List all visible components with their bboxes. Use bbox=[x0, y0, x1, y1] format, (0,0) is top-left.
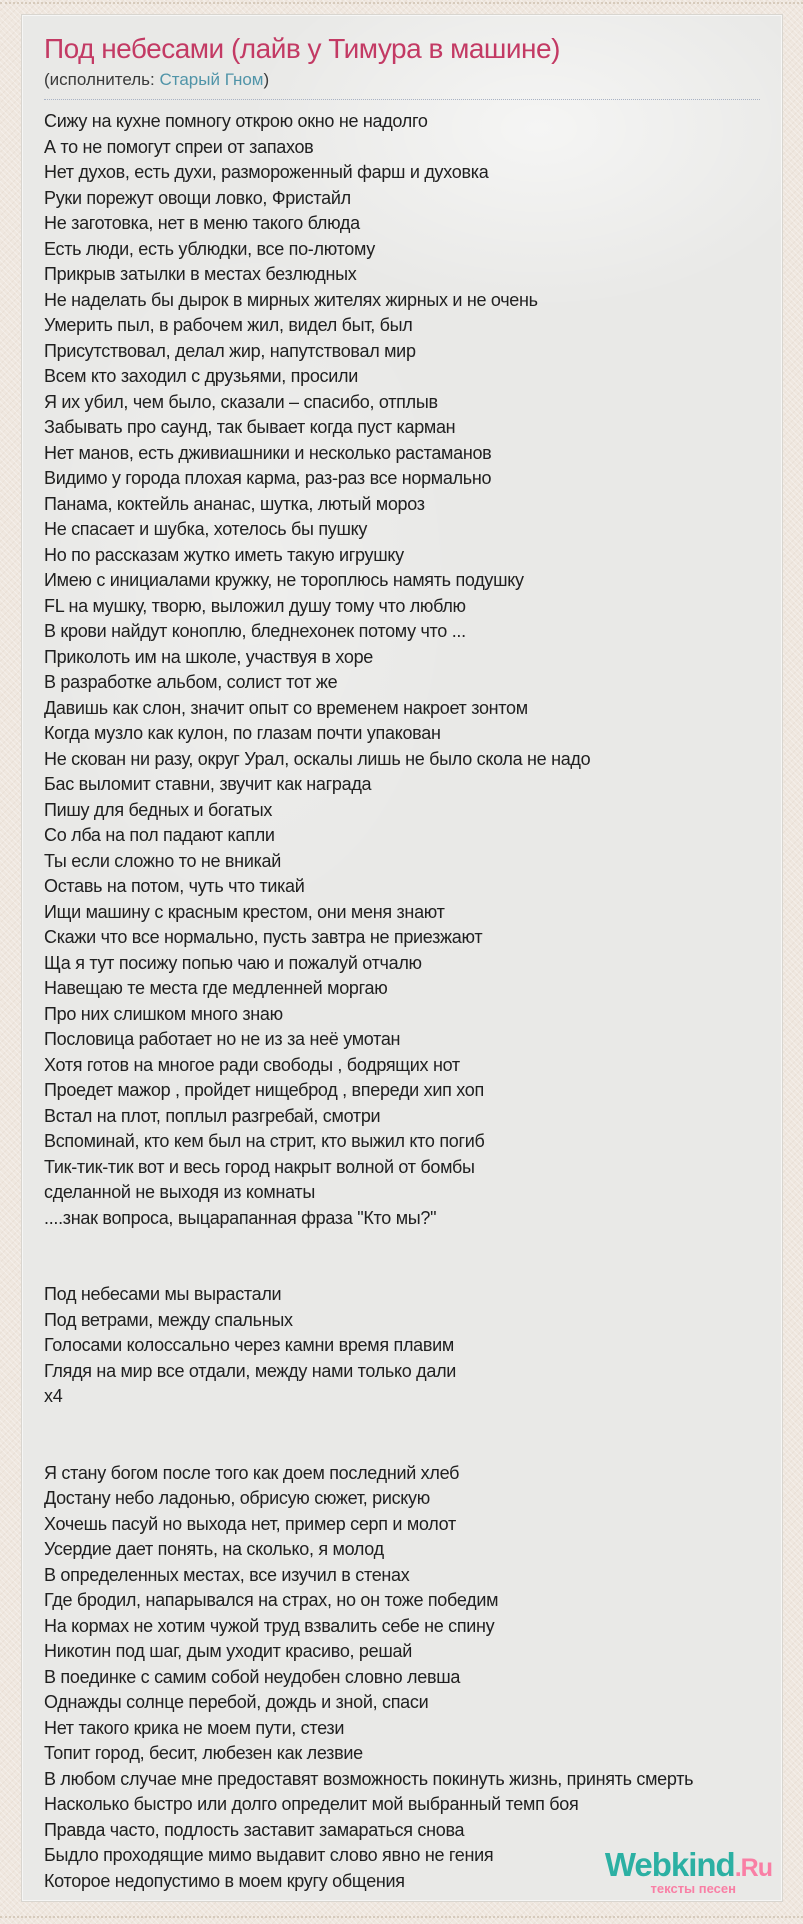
lyric-line: Тик-тик-тик вот и весь город накрыт волной от бомбы bbox=[44, 1156, 475, 1177]
lyric-line: FL на мушку, творю, выложил душу тому что люблю bbox=[44, 595, 466, 616]
lyric-line: Нет такого крика не моем пути, стези bbox=[44, 1717, 345, 1738]
song-title: Под небесами (лайв у Тимура в машине) bbox=[44, 33, 560, 64]
lyric-line: Прикрыв затылки в местах безлюдных bbox=[44, 264, 357, 284]
logo-tagline: тексты песен bbox=[650, 1881, 736, 1896]
lyric-line: Никотин под шаг, дым уходит красиво, решай bbox=[44, 1641, 412, 1661]
lyric-line: Не наделать бы дырок в мирных жителях жирных и не очень bbox=[44, 289, 538, 310]
lyric-line: Проедет мажор , пройдет нищеброд , впереди хип хоп bbox=[44, 1080, 484, 1100]
lyrics-text bbox=[44, 100, 760, 1894]
webkind-logo-link[interactable] bbox=[605, 1848, 772, 1895]
lyric-line: В разработке альбом, солист тот же bbox=[44, 672, 338, 692]
artist-line-suffix: ) bbox=[263, 70, 270, 89]
lyric-line: Умерить пыл, в рабочем жил, видел быт, был bbox=[44, 315, 413, 335]
lyric-line: Навещаю те места где медленней моргаю bbox=[44, 978, 388, 998]
lyric-line: В поединке с самим собой неудобен словно левша bbox=[44, 1666, 461, 1687]
blank-line bbox=[44, 1435, 760, 1461]
lyric-line: Глядя на мир все отдали, между нами только дали bbox=[44, 1360, 457, 1381]
lyric-line: Приколоть им на школе, участвуя в хоре bbox=[44, 646, 374, 667]
lyric-line: Давишь как слон, значит опыт со временем накроет зонтом bbox=[44, 697, 528, 718]
lyric-line: Оставь на потом, чуть что тикай bbox=[44, 876, 305, 896]
lyric-line: Под ветрами, между спальных bbox=[44, 1309, 293, 1330]
logo-webkind-text: Webkind bbox=[604, 1846, 735, 1883]
lyric-line: сделанной не выходя из комнаты bbox=[44, 1182, 316, 1202]
lyric-line: Не заготовка, нет в меню такого блюда bbox=[44, 213, 360, 233]
lyric-line: Однажды солнце перебой, дождь и зной, спаси bbox=[44, 1692, 429, 1712]
lyric-line: Правда часто, подлость заставит замараться снова bbox=[44, 1819, 465, 1840]
lyric-line: ....знак вопроса, выцарапанная фраза "Кто мы?" bbox=[44, 1207, 437, 1228]
lyric-line: Ищи машину с красным крестом, они меня знают bbox=[44, 901, 445, 922]
lyric-line: Голосами колоссально через камни время плавим bbox=[44, 1335, 454, 1355]
blank-line bbox=[44, 1410, 760, 1436]
lyric-line: В любом случае мне предоставят возможность покинуть жизнь, принять смерть bbox=[44, 1768, 694, 1789]
lyric-line: Нет манов, есть дживиашники и несколько растаманов bbox=[44, 442, 492, 463]
lyric-line: Ты если сложно то не вникай bbox=[44, 850, 282, 871]
lyric-line: Скажи что все нормально, пусть завтра не приезжают bbox=[44, 927, 483, 947]
lyric-line: Но по рассказам жутко иметь такую игрушку bbox=[44, 544, 404, 565]
lyric-line: Про них слишком много знаю bbox=[44, 1003, 283, 1024]
lyric-line: Пословица работает но не из за неё умотан bbox=[44, 1029, 401, 1049]
lyric-line: На кормах не хотим чужой труд взвалить себе не спину bbox=[44, 1615, 495, 1636]
lyric-line: Встал на плот, поплыл разгребай, смотри bbox=[44, 1105, 381, 1126]
artist-link[interactable]: Старый Гном bbox=[159, 70, 264, 89]
lyric-line: Имею с инициалами кружку, не тороплюсь намять подушку bbox=[44, 570, 524, 590]
artist-label: (исполнитель: bbox=[44, 70, 160, 89]
lyric-line: Всем кто заходил с друзьями, просили bbox=[44, 366, 358, 386]
lyric-line: Не скован ни разу, округ Урал, оскалы лишь не было скола не надо bbox=[44, 748, 591, 769]
blank-line bbox=[44, 1231, 760, 1257]
card-content bbox=[22, 15, 782, 1894]
lyric-line: Где бродил, напарывался на страх, но он тоже победим bbox=[44, 1590, 499, 1610]
lyric-line: Которое недопустимо в моем кругу общения bbox=[44, 1870, 405, 1891]
blank-line bbox=[44, 1257, 760, 1283]
lyric-line: Топит город, бесит, любезен как лезвие bbox=[44, 1743, 363, 1763]
lyric-line: х4 bbox=[44, 1386, 63, 1406]
lyric-line: Не спасает и шубка, хотелось бы пушку bbox=[44, 519, 368, 539]
lyric-line: Со лба на пол падают капли bbox=[44, 825, 275, 845]
bottom-dotted-divider bbox=[0, 1916, 803, 1918]
lyric-line: Быдло проходящие мимо выдавит слово явно не гения bbox=[44, 1845, 494, 1865]
lyric-line: Хотя готов на многое ради свободы , бодрящих нот bbox=[44, 1054, 460, 1075]
lyric-line: Усердие дает понять, на сколько, я молод bbox=[44, 1539, 384, 1559]
lyric-line: Есть люди, есть ублюдки, все по-лютому bbox=[44, 238, 375, 259]
lyric-line: Под небесами мы вырастали bbox=[44, 1284, 282, 1304]
lyric-line: Сижу на кухне помногу открою окно не надолго bbox=[44, 111, 428, 131]
lyric-line: Я стану богом после того как доем последний хлеб bbox=[44, 1462, 460, 1483]
lyric-line: Когда музло как кулон, по глазам почти упакован bbox=[44, 723, 441, 743]
lyric-line: Нет духов, есть духи, размороженный фарш и духовка bbox=[44, 162, 489, 182]
lyric-line: Вспоминай, кто кем был на стрит, кто выжил кто погиб bbox=[44, 1131, 485, 1151]
lyric-line: Достану небо ладонью, обрисую сюжет, рискую bbox=[44, 1488, 430, 1508]
lyric-line: Панама, коктейль ананас, шутка, лютый мороз bbox=[44, 493, 425, 514]
lyric-line: Бас выломит ставни, звучит как награда bbox=[44, 774, 372, 794]
logo-ru-text: .Ru bbox=[734, 1854, 772, 1882]
lyrics-card bbox=[21, 14, 783, 1902]
lyric-line: Забывать про саунд, так бывает когда пуст карман bbox=[44, 417, 456, 437]
lyric-line: Присутствовал, делал жир, напутствовал мир bbox=[44, 340, 416, 361]
top-dotted-divider bbox=[0, 2, 803, 4]
lyric-line: Насколько быстро или долго определит мой выбранный темп боя bbox=[44, 1794, 579, 1814]
lyric-line: Пишу для бедных и богатых bbox=[44, 799, 273, 820]
webkind-logo bbox=[605, 1848, 772, 1881]
lyric-line: А то не помогут спреи от запахов bbox=[44, 136, 314, 157]
lyric-line: Хочешь пасуй но выхода нет, пример серп и молот bbox=[44, 1513, 456, 1534]
lyric-line: Видимо у города плохая карма, раз-раз все нормально bbox=[44, 468, 492, 488]
lyric-line: Я их убил, чем было, сказали – спасибо, отплыв bbox=[44, 391, 438, 412]
artist-line bbox=[44, 69, 760, 100]
lyric-line: В определенных местах, все изучил в стенах bbox=[44, 1564, 410, 1585]
lyric-line: Руки порежут овощи ловко, Фристайл bbox=[44, 187, 351, 208]
lyric-line: Ща я тут посижу попью чаю и пожалуй отчалю bbox=[44, 952, 422, 973]
lyric-line: В крови найдут коноплю, бледнехонек потому что ... bbox=[44, 621, 466, 641]
